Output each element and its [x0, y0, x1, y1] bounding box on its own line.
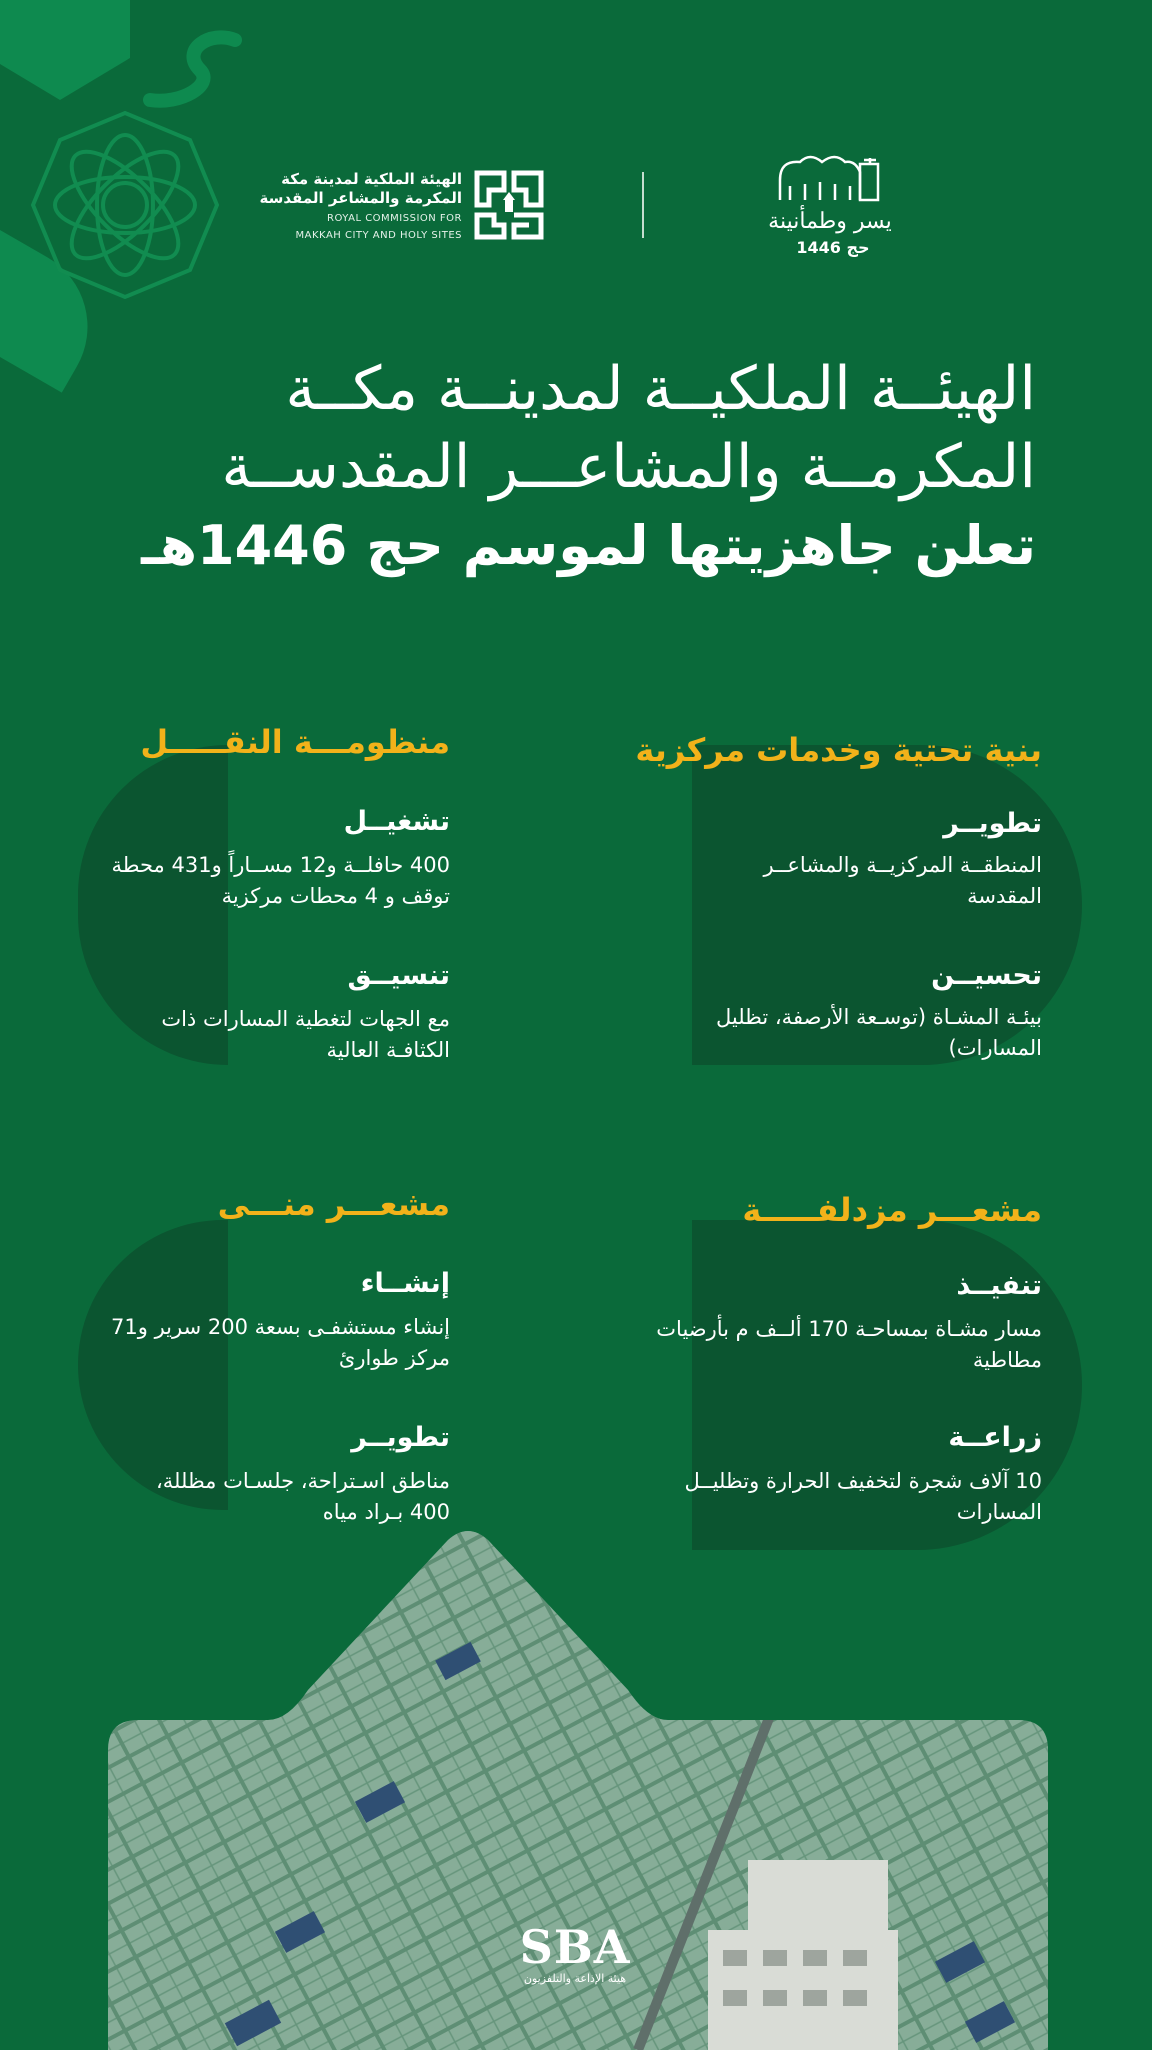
item-text: مسار مشـاة بمساحـة 170 ألــف م بأرضيات مطاطية: [656, 1317, 1042, 1372]
hajj-logo-icon: [760, 150, 900, 234]
sba-logo: [500, 1922, 650, 1986]
item-heading: تنفيــذ: [956, 1270, 1042, 1301]
royal-commission-text: [222, 170, 462, 242]
sba-brand: SBA: [519, 1920, 631, 1974]
item-text: إنشاء مستشفـى بسعة 200 سرير و71 مركز طوارئ: [111, 1315, 450, 1370]
item-heading: تشغيــل: [343, 806, 450, 837]
item-text: مع الجهات لتغطية المسارات ذات الكثافـة العالية: [161, 1007, 450, 1062]
item-heading: تطويــر: [943, 808, 1042, 839]
item-heading: إنشــاء: [360, 1268, 450, 1299]
rc-name-en-2: MAKKAH CITY AND HOLY SITES: [295, 230, 462, 241]
section-title: مشعـــر منـــى: [217, 1185, 450, 1223]
hajj-slogan: يسر وطمأنينة: [768, 209, 892, 234]
item-text: مناطق اسـتراحة، جلسـات مظللة، 400 بـراد مياه: [156, 1469, 450, 1524]
item-heading: زراعــة: [948, 1422, 1042, 1453]
rc-name-en-1: ROYAL COMMISSION FOR: [327, 213, 462, 224]
decor-swirl-icon: [140, 30, 250, 120]
item-heading: تنسيــق: [347, 960, 450, 991]
item-text: المنطقــة المركزيــة والمشاعــر المقدسة: [763, 853, 1042, 908]
title-line-1: الهيئــة الملكيــة لمدينــة مكــة: [285, 354, 1036, 424]
section-mina: [110, 1182, 450, 1528]
page-title: [96, 350, 1036, 586]
item-text: بيئـة المشـاة (توسـعة الأرصفة، تظليل المسارات): [715, 1005, 1042, 1060]
section-title: منظومـــة النقـــــل: [140, 723, 450, 761]
item-text: 10 آلاف شجرة لتخفيف الحرارة وتظليــل المسارات: [684, 1469, 1042, 1524]
item-heading: تطويــر: [351, 1422, 450, 1453]
title-line-3: تعلن جاهزيتها لموسم حج 1446هـ: [141, 514, 1036, 577]
decor-hexagon: [0, 0, 130, 100]
title-line-2: المكرمــة والمشاعـــر المقدســة: [221, 432, 1036, 502]
sba-brand-sub: هيئة الإذاعة والتلفزيون: [523, 1972, 627, 1985]
rc-name-ar-1: الهيئة الملكية لمدينة مكة: [281, 170, 462, 188]
section-title: بنية تحتية وخدمات مركزية: [635, 731, 1042, 769]
section-transport: [110, 720, 450, 1066]
section-title: مشعـــر مزدلفـــــة: [742, 1191, 1042, 1229]
hajj-year: حج 1446: [796, 238, 870, 257]
rc-name-ar-2: المكرمة والمشاعر المقدسة: [259, 189, 462, 207]
header-divider: [642, 172, 644, 238]
section-muzdalifah: [632, 1188, 1042, 1528]
item-heading: تحسيــن: [931, 960, 1042, 991]
section-infrastructure: [632, 728, 1042, 1064]
item-text: 400 حافلــة و12 مســاراً و431 محطة توقف و 4 محطات مركزية: [111, 853, 450, 908]
decor-rosette-icon: [30, 110, 220, 300]
royal-commission-logo-icon: [474, 170, 544, 240]
